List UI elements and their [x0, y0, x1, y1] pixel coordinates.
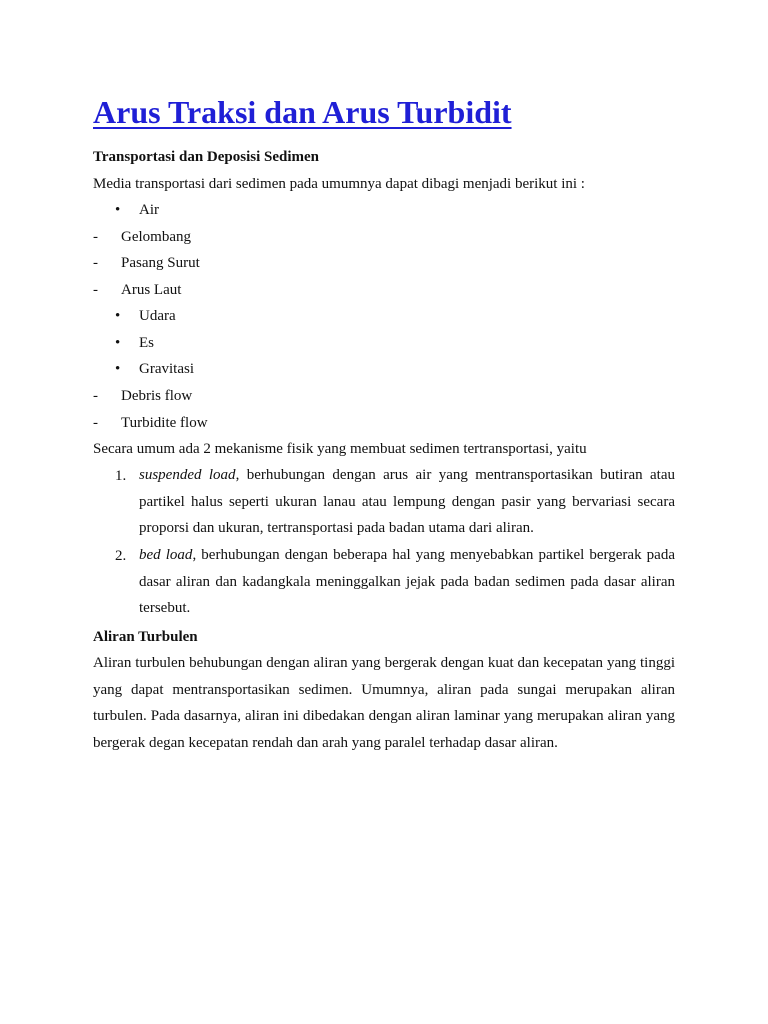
term-suspended-load: suspended load	[139, 467, 236, 483]
mechanism-description: , berhubungan dengan beberapa hal yang menyebabkan partikel bergerak pada dasar aliran dan kadangkala meninggalkan jejak pada badan sedimen pada dasar aliran tersebut.	[139, 547, 675, 616]
list-item-air: Air	[139, 202, 159, 218]
list-number: 2.	[115, 548, 127, 564]
mechanism-intro: Secara umum ada 2 mekanisme fisik yang membuat sedimen tertransportasi, yaitu	[93, 441, 587, 457]
dash-icon: -	[93, 282, 98, 298]
paragraph-turbulen: Aliran turbulen behubungan dengan aliran yang bergerak dengan kuat dan kecepatan yang tinggi yang dapat mentransportasikan sedimen. Umumnya, aliran pada sungai merupakan aliran turbulen. Pada dasarnya, aliran ini dibedakan dengan aliran laminar yang merupakan aliran yang bergerak degan kecepatan rendah dan arah yang paralel terhadap dasar aliran.	[93, 655, 675, 751]
dash-icon: -	[93, 255, 98, 271]
section-heading-transport: Transportasi dan Deposisi Sedimen	[93, 149, 320, 165]
list-item-gravitasi: Gravitasi	[139, 361, 194, 377]
list-item-arus-laut: Arus Laut	[121, 282, 182, 298]
list-item-debris-flow: Debris flow	[121, 388, 193, 404]
dash-icon: -	[93, 229, 98, 245]
list-item-gelombang: Gelombang	[121, 229, 191, 245]
intro-text: Media transportasi dari sedimen pada umumnya dapat dibagi menjadi berikut ini :	[93, 176, 585, 192]
list-item-turbidite-flow: Turbidite flow	[121, 415, 208, 431]
list-item-udara: Udara	[139, 308, 176, 324]
dash-icon: -	[93, 388, 98, 404]
bullet-icon: •	[115, 308, 121, 324]
term-bed-load: bed load	[139, 547, 193, 563]
list-item-pasang-surut: Pasang Surut	[121, 255, 200, 271]
section-heading-turbulen: Aliran Turbulen	[93, 629, 198, 645]
list-item-es: Es	[139, 335, 154, 351]
document-title-link[interactable]: Arus Traksi dan Arus Turbidit	[93, 94, 512, 130]
dash-icon: -	[93, 415, 98, 431]
list-number: 1.	[115, 468, 127, 484]
bullet-icon: •	[115, 202, 121, 218]
mechanism-suspended-load	[139, 462, 675, 542]
mechanism-description: , berhubungan dengan arus air yang mentransportasikan butiran atau partikel halus seperti ukuran lanau atau lempung dengan pasir yang bervariasi secara proporsi dan ukuran, tertransportasi pada badan utama dari aliran.	[139, 467, 675, 536]
bullet-icon: •	[115, 335, 121, 351]
bullet-icon: •	[115, 361, 121, 377]
mechanism-bed-load	[139, 542, 675, 622]
